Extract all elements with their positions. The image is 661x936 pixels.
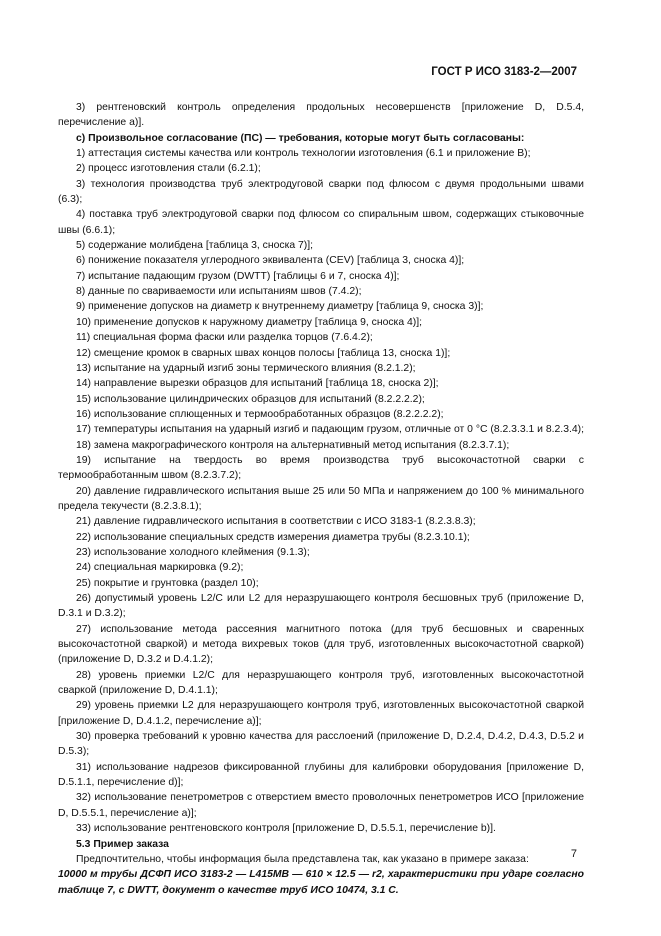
list-item: 3) рентгеновский контроль определения продольных несовершенств [приложение D, D.5.4, перечисление а)]. <box>58 102 584 129</box>
list-item: 1) аттестация системы качества или контроль технологии изготовления (6.1 и приложение В); <box>76 148 531 160</box>
list-item: 4) поставка труб электродуговой сварки под флюсом со спиральным швом, содержащих стыковочные швы (6.6.1); <box>58 209 584 236</box>
page-header: ГОСТ Р ИСО 3183-2—2007 <box>431 66 577 78</box>
list-item: 17) температуры испытания на ударный изгиб и падающим грузом, отличные от 0 °С (8.2.3.3.1 и 8.2.3.4); <box>76 424 584 436</box>
list-item: 32) использование пенетрометров с отверстием вместо проволочных пенетрометров ИСО [приложение D, D.5.5.1, перечисление а)]; <box>58 792 584 819</box>
list-item: 30) проверка требований к уровню качества для расслоений (приложение D, D.2.4, D.4.2, D.4.3, D.5.2 и D.5.3); <box>58 731 584 758</box>
list-item: 26) допустимый уровень L2/C или L2 для неразрушающего контроля бесшовных труб (приложение D, D.3.1 и D.3.2); <box>58 593 584 620</box>
list-item: 20) давление гидравлического испытания выше 25 или 50 МПа и напряжением до 100 % минимального предела текучести (8.2.3.8.1); <box>58 485 584 512</box>
list-item: 21) давление гидравлического испытания в соответствии с ИСО 3183-1 (8.2.3.8.3); <box>76 516 476 528</box>
list-item: 33) использование рентгеновского контроля [приложение D, D.5.5.1, перечисление b)]. <box>76 823 496 835</box>
list-item: 19) испытание на твердость во время производства труб высокочастотной сварки с термообработанным швом (8.2.3.7.2); <box>58 454 584 482</box>
list-item: 22) использование специальных средств измерения диаметра трубы (8.2.3.10.1); <box>76 531 470 543</box>
list-item: 3) технология производства труб электродуговой сварки под флюсом с двумя продольными швами (6.3); <box>58 178 584 206</box>
list-item: 2) процесс изготовления стали (6.2.1); <box>76 163 261 175</box>
list-item: 11) специальная форма фаски или разделка торцов (7.6.4.2); <box>76 332 373 344</box>
list-item: 25) покрытие и грунтовка (раздел 10); <box>76 577 259 589</box>
section-5-3-heading: 5.3 Пример заказа <box>76 838 169 850</box>
list-item: 18) замена макрографического контроля на альтернативный метод испытания (8.2.3.7.1); <box>76 439 510 451</box>
list-item: 29) уровень приемки L2 для неразрушающего контроля труб, изготовленных высокочастотной сваркой [приложение D, D.4.1.2, перечисление a)]; <box>58 700 584 727</box>
list-item: 7) испытание падающим грузом (DWTT) [таблицы 6 и 7, сноска 4)]; <box>76 270 400 282</box>
list-item: 15) использование цилиндрических образцов для испытаний (8.2.2.2.2); <box>76 393 425 405</box>
list-item: 13) испытание на ударный изгиб зоны термического влияния (8.2.1.2); <box>76 362 416 374</box>
order-example: 10000 м трубы ДСФП ИСО 3183-2 — L415MB — 610 × 12.5 — r2, характеристики при ударе согласно таблице 7, с DWTT, документ о качестве труб ИСО 10474, 3.1 С. <box>58 869 584 896</box>
list-item: 31) использование надрезов фиксированной глубины для калибровки оборудования [приложение D, D.5.1.1, перечисление d)]; <box>58 761 584 789</box>
list-item: 14) направление вырезки образцов для испытаний [таблица 18, сноска 2)]; <box>76 378 439 390</box>
list-item: 24) специальная маркировка (9.2); <box>76 562 244 574</box>
requirements-list <box>58 146 584 836</box>
list-item: 12) смещение кромок в сварных швах концов полосы [таблица 13, сноска 1)]; <box>76 347 451 359</box>
list-item: 9) применение допусков на диаметр к внутреннему диаметру [таблица 9, сноска 3)]; <box>76 301 484 313</box>
page-number: 7 <box>570 848 577 860</box>
document-body <box>58 100 584 898</box>
list-item: 8) данные по свариваемости или испытаниям швов (7.4.2); <box>76 286 362 298</box>
list-item: 27) использование метода рассеяния магнитного потока (для труб бесшовных и сваренных высокочастотной сваркой) и метода вихревых токов (для труб, изготовленных высокочастотной сваркой) (приложение D, D.3.2 и D.4.1.2); <box>58 623 584 666</box>
list-item: 5) содержание молибдена [таблица 3, сноска 7)]; <box>76 240 314 252</box>
list-item: 10) применение допусков к наружному диаметру [таблица 9, сноска 4)]; <box>76 316 423 328</box>
list-item: 6) понижение показателя углеродного эквивалента (CEV) [таблица 3, сноска 4)]; <box>76 255 465 267</box>
list-item: 16) использование сплющенных и термообработанных образцов (8.2.2.2.2); <box>76 408 444 420</box>
section-c-heading: c) Произвольное согласование (ПС) — требования, которые могут быть согласованы: <box>76 132 525 144</box>
list-item: 28) уровень приемки L2/C для неразрушающего контроля труб, изготовленных высокочастотной сваркой (приложение D, D.4.1.1); <box>58 669 584 697</box>
list-item: 23) использование холодного клеймения (9.1.3); <box>76 546 310 558</box>
order-intro: Предпочтительно, чтобы информация была представлена так, как указано в примере заказа: <box>76 853 529 865</box>
